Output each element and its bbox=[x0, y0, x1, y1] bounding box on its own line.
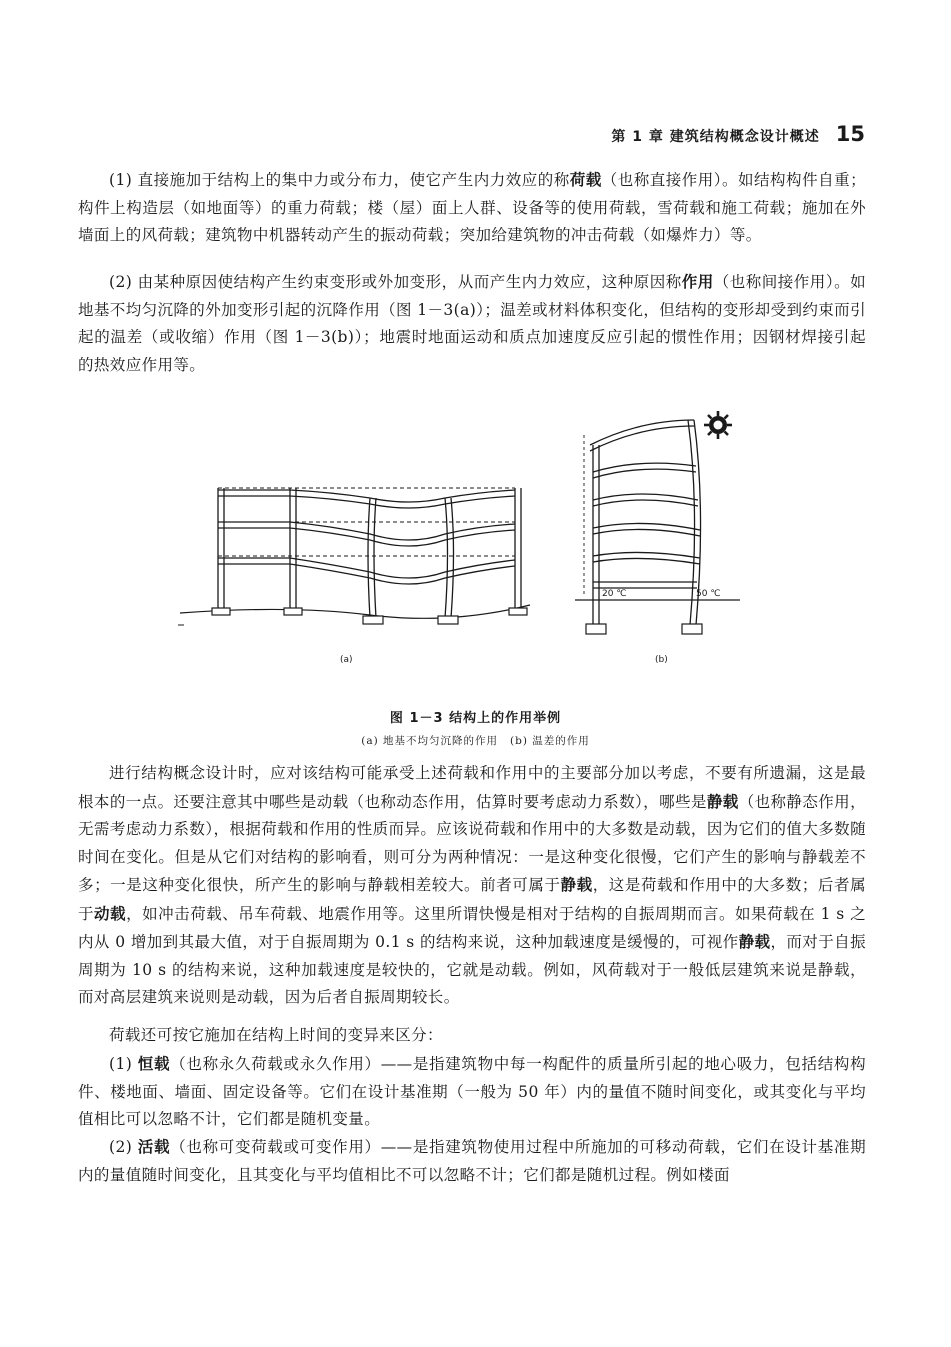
columns bbox=[218, 488, 521, 618]
para1-text-b: （也称直接作用）。如结构构件自重；构件上构造层（如地面等）的重力荷载；楼（屋）面上人群、设备等的使用荷载，雪荷载和施工荷载；施加在外墙面上的风荷载；建筑物中机器转动产生的振动荷载；突加给建筑物的冲击荷载（如爆炸力）等。 bbox=[78, 171, 866, 244]
floors-bowed bbox=[590, 420, 700, 588]
para3-text-1: 进行结构概念设计时，应对该结构可能承受上述荷载和作用中的主要部分加以考虑，不要有所遗漏，这是最根本的一点。还要注意其中哪些是动载（也称动态作用，估算时要考虑动力系数），哪些是 bbox=[78, 764, 866, 811]
temp-label-inside: 20 ℃ bbox=[602, 589, 627, 599]
paragraph-time-variation: 荷载还可按它施加在结构上时间的变异来区分： bbox=[109, 1026, 443, 1044]
para3-text-2: （也称静态作用，无需考虑动力系数），根据荷载和作用的性质而异。应该说荷载和作用中的大多数是动载，因为它们的值大多数随时间在变化。但是从它们对结构的影响看，则可分为两种情况：一是这种变化很慢，它们产生的影响与静载差不多；一是这种变化很快，所产生的影响与静载相差较大。前者可属于 bbox=[78, 792, 866, 894]
para6-text-a: (2) bbox=[109, 1138, 138, 1156]
chapter-title: 第 1 章 建筑结构概念设计概述 bbox=[611, 129, 820, 145]
paragraph-variable-load bbox=[78, 1133, 866, 1189]
paragraph-static-dynamic bbox=[78, 760, 866, 1012]
figure-caption-title: 图 1－3 结构上的作用举例 bbox=[389, 711, 562, 726]
running-header bbox=[611, 122, 865, 146]
para3-text-4: ，如冲击荷载、吊车荷载、地震作用等。这里所谓快慢是相对于结构的自振周期而言。如果荷载在 1 s 之内从 0 增加到其最大值，对于自振周期为 0.1 s 的结构来说，这种加载速度是缓慢的，可视作 bbox=[78, 904, 866, 951]
deformed-beams bbox=[218, 490, 515, 584]
term-action: 作用 bbox=[681, 272, 714, 291]
term-static-3: 静载 bbox=[738, 932, 771, 951]
figure-caption-sub bbox=[0, 733, 951, 748]
figure-label-a: (a) bbox=[340, 655, 353, 665]
paragraph-permanent-load bbox=[78, 1050, 866, 1134]
ground-line bbox=[180, 605, 530, 618]
para3-text-5: ，而对于自振周期为 10 s 的结构来说，这种加载速度是较快的，它就是动载。例如，风荷载对于一般低层建筑来说是静载，而对高层建筑来说则是动载，因为后者自振周期较长。 bbox=[78, 933, 866, 1006]
term-static-2: 静载 bbox=[560, 875, 593, 894]
para6-text-b: （也称可变荷载或可变作用）——是指建筑物使用过程中所施加的可移动荷载，它们在设计基准期内的量值随时间变化，且其变化与平均值相比不可以忽略不计；它们都是随机过程。例如楼面 bbox=[78, 1138, 867, 1184]
figure-structure-actions bbox=[170, 400, 770, 680]
caption-a: (a) 地基不均匀沉降的作用 bbox=[361, 735, 499, 747]
page-number: 15 bbox=[835, 122, 865, 146]
caption-b: (b) 温差的作用 bbox=[510, 735, 590, 747]
paragraph-load-definition bbox=[78, 166, 866, 250]
para5-text-a: (1) bbox=[109, 1055, 138, 1073]
para2-text-b: （也称间接作用）。如地基不均匀沉降的外加变形引起的沉降作用（图 1－3(a)）；温差或材料体积变化，但结构的变形却受到约束而引起的温差（或收缩）作用（图 1－3(b)）；地震时地面运动和质点加速度反应引起的惯性作用；因钢材焊接引起的热效应作用等。 bbox=[78, 273, 866, 374]
para1-text-a: (1) 直接施加于结构上的集中力或分布力，使它产生内力效应的称 bbox=[109, 171, 570, 189]
figure-b-temperature-frame bbox=[575, 420, 740, 634]
term-variable: 活载 bbox=[137, 1137, 171, 1156]
term-dynamic: 动载 bbox=[94, 903, 127, 923]
paragraph-action-definition bbox=[78, 268, 866, 379]
para2-text-a: (2) 由某种原因使结构产生约束变形或外加变形，从而产生内力效应，这种原因称 bbox=[109, 273, 682, 291]
sun-icon bbox=[704, 411, 732, 439]
term-static-1: 静载 bbox=[706, 791, 739, 811]
term-load: 荷载 bbox=[569, 170, 602, 189]
para3-text-3: ，这是荷载和作用中的大多数；后者属于 bbox=[78, 876, 866, 923]
figure-label-b: (b) bbox=[655, 655, 668, 665]
figure-a-settlement-frame bbox=[178, 488, 530, 625]
temp-label-outside: 50 ℃ bbox=[696, 589, 721, 599]
para5-text-b: （也称永久荷载或永久作用）——是指建筑物中每一构配件的质量所引起的地心吸力，包括结构构件、楼地面、墙面、固定设备等。它们在设计基准期（一般为 50 年）内的量值不随时间变化，或其变化与平均值相比可以忽略不计，它们都是随机变量。 bbox=[78, 1055, 867, 1128]
term-permanent: 恒载 bbox=[137, 1054, 171, 1073]
